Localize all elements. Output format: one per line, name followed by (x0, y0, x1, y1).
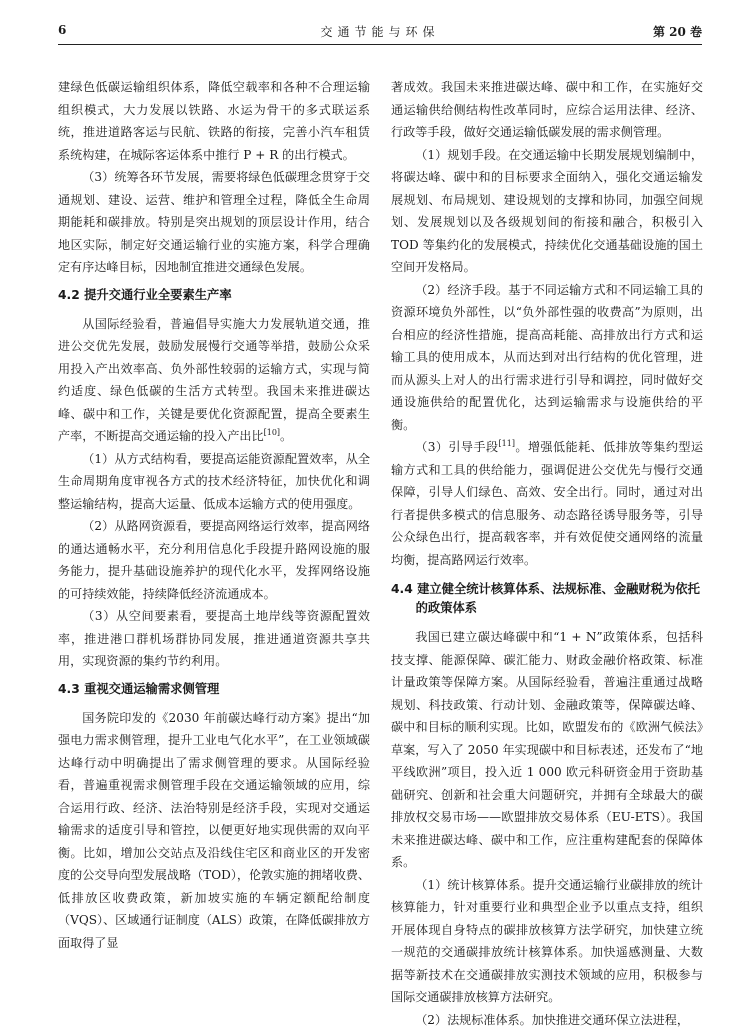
section-heading-4-4: 4.4 建立健全统计核算体系、法规标准、金融财税为依托的政策体系 (391, 580, 703, 618)
page-header (58, 14, 702, 45)
right-column (391, 76, 703, 1031)
paragraph: 我国已建立碳达峰碳中和“1 + N”政策体系，包括科技支撑、能源保障、碳汇能力、财政金融价格政策、标准计量政策等保障方案。从国际经验看，普遍注重通过战略规划、科技政策、行动计划、金融政策等，保障碳达峰、碳中和目标的顺利实现。比如，欧盟发布的《欧洲气候法》草案，写入了 2050 年实现碳中和目标表述，还发布了“地平线欧洲”项目，投入近 1 000 欧元科研资金用于资助基础研究、创新和社会重大问题研究，并拥有全球最大的碳排放权交易市场——欧盟排放交易体系（EU-ETS）。我国未来推进碳达峰、碳中和工作，应注重构建配套的保障体系。 (391, 626, 703, 874)
paragraph: （2）从路网资源看，要提高网络运行效率，提高网络的通达通畅水平，充分利用信息化手段提升路网设施的服务能力，提升基础设施养护的现代化水平，发挥网络设施的可持续效能，持续降低经济流通成本。 (58, 515, 370, 605)
paragraph-text-end: 。 (280, 429, 292, 443)
citation-10: [10] (264, 428, 280, 437)
citation-11: [11] (499, 439, 515, 448)
journal-title: 交通节能与环保 (58, 23, 702, 40)
paragraph: （1）统计核算体系。提升交通运输行业碳排放的统计核算能力，针对重要行业和典型企业予以重点支持，组织开展体现自身特点的碳排放核算方法学研究，加快建立统一规范的交通碳排放统计核算体系。加快遥感测量、大数据等新技术在交通碳排放实测技术领域的应用，积极参与国际交通碳排放核算方法研究。 (391, 874, 703, 1009)
paragraph (58, 313, 370, 448)
paragraph: （3）统筹各环节发展，需要将绿色低碳理念贯穿于交通规划、建设、运营、维护和管理全过程，降低全生命周期能耗和碳排放。特别是突出规划的顶层设计作用，结合地区实际，制定好交通运输行业的实施方案，科学合理确定有序达峰目标，因地制宜推进交通绿色发展。 (58, 166, 370, 279)
paragraph: （3）从空间要素看，要提高土地岸线等资源配置效率，推进港口群机场群协同发展，推进通道资源共享共用，实现资源的集约节约利用。 (58, 605, 370, 673)
section-heading-4-2: 4.2 提升交通行业全要素生产率 (58, 286, 370, 305)
volume-label: 第 20 卷 (653, 23, 702, 40)
page-number: 6 (58, 23, 66, 37)
paragraph: （1）从方式结构看，要提高运能资源配置效率，从全生命周期角度审视各方式的技术经济特征，加快优化和调整运输结构，提高大运量、低成本运输方式的使用强度。 (58, 448, 370, 516)
paragraph: 国务院印发的《2030 年前碳达峰行动方案》提出“加强电力需求侧管理，提升工业电气化水平”，在工业领域碳达峰行动中明确提出了需求侧管理的要求。从国际经验看，普遍重视需求侧管理手段在交通运输领域的应用，综合运用行政、经济、法治特别是经济手段，实现对交通运输需求的适度引导和管控，以便更好地实现供需的双向平衡。比如，增加公交站点及沿线住宅区和商业区的开发密度的公交导向型发展战略（TOD），伦敦实施的拥堵收费、低排放区收费政策，新加坡实施的车辆定额配给制度（VQS）、区域通行证制度（ALS）政策，在降低碳排放方面取得了显 (58, 707, 370, 955)
paragraph: （1）规划手段。在交通运输中长期发展规划编制中，将碳达峰、碳中和的目标要求全面纳入，强化交通运输发展规划、布局规划、建设规划的支撑和协同，加强空间规划、发展规划以及各级规划间的衔接和融合，积极引入 TOD 等集约化的发展模式，持续优化交通基础设施的国土空间开发格局。 (391, 144, 703, 279)
paragraph-text: 。增强低能耗、低排放等集约型运输方式和工具的供给能力，强调促进公交优先与慢行交通保障，引导人们绿色、高效、安全出行。同时，通过对出行者提供多模式的信息服务、动态路径诱导服务等，引导公众绿色出行，提高载客率，并有效促使交通网络的流量均衡，提高路网运行效率。 (391, 440, 703, 567)
paragraph: 建绿色低碳运输组织体系，降低空载率和各种不合理运输组织模式，大力发展以铁路、水运为骨干的多式联运系统，推进道路客运与民航、铁路的衔接，完善小汽车租赁系统构建，在城际客运体系中推行 P + R 的出行模式。 (58, 76, 370, 166)
paragraph-text: 从国际经验看，普遍倡导实施大力发展轨道交通，推进公交优先发展，鼓励发展慢行交通等举措，鼓励公众采用投入产出效率高、负外部性较弱的运输方式，实现与简约适度、绿色低碳的生活方式转型。我国未来推进碳达峰、碳中和工作，关键是要优化资源配置，提高全要素生产率，不断提高交通运输的投入产出比 (58, 317, 370, 444)
left-column (58, 76, 370, 954)
paragraph: 著成效。我国未来推进碳达峰、碳中和工作，在实施好交通运输供给侧结构性改革同时，应综合运用法律、经济、行政等手段，做好交通运输低碳发展的需求侧管理。 (391, 76, 703, 144)
paragraph-lead: （3）引导手段 (415, 440, 498, 454)
section-heading-4-3: 4.3 重视交通运输需求侧管理 (58, 680, 370, 699)
paragraph (391, 436, 703, 571)
paragraph: （2）经济手段。基于不同运输方式和不同运输工具的资源环境负外部性，以“负外部性强的收费高”为原则，出台相应的经济性措施，提高高耗能、高排放出行方式和运输工具的使用成本，从而达到对出行结构的优化管理，进而从源头上对人的出行需求进行引导和调控，同时做好交通设施供给的配置优化，达到运输需求与设施供给的平衡。 (391, 279, 703, 437)
paragraph: （2）法规标准体系。加快推进交通环保立法进程， (391, 1009, 703, 1031)
